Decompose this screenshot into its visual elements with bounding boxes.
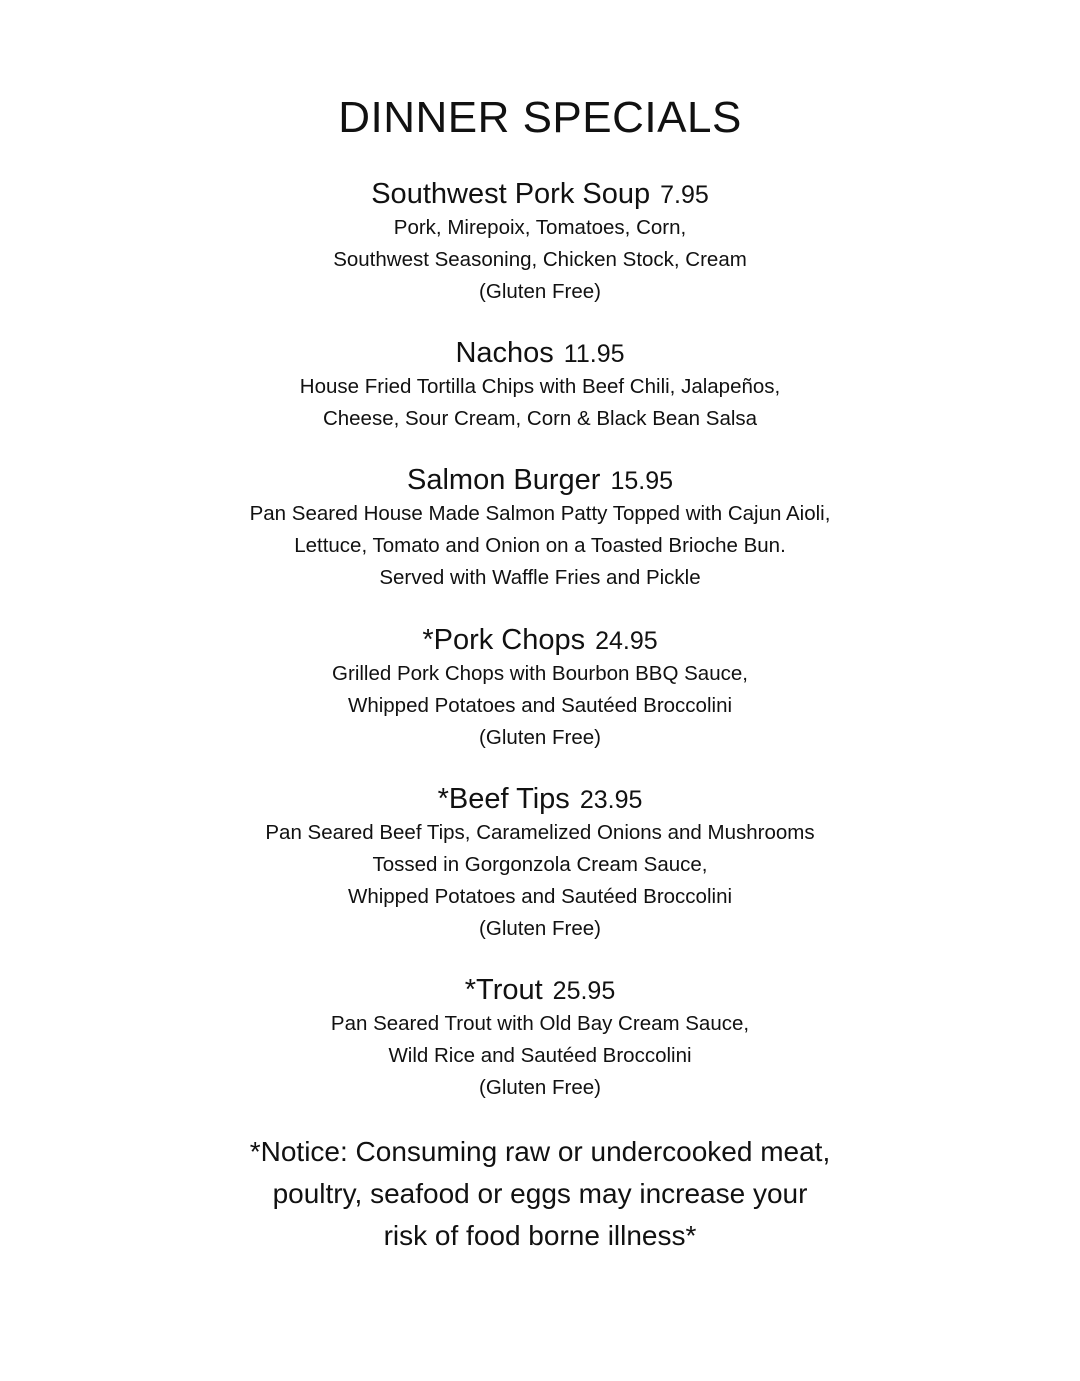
menu-item-description-line: Cheese, Sour Cream, Corn & Black Bean Salsa — [322, 407, 758, 430]
menu-item-price: 23.95 — [579, 786, 643, 814]
menu-item-name: Nachos — [455, 337, 554, 369]
menu-item-price: 15.95 — [610, 467, 673, 495]
menu-item-name: *Pork Chops — [422, 624, 586, 656]
menu-item-pork-chops — [0, 622, 1080, 754]
notice-line: *Notice: Consuming raw or undercooked meat, — [249, 1136, 831, 1167]
menu-item-description-line: Whipped Potatoes and Sautéed Broccolini — [347, 694, 733, 717]
menu-item-heading — [0, 176, 1080, 212]
menu-item-southwest-pork-soup — [0, 176, 1080, 308]
menu-item-description-line: Served with Waffle Fries and Pickle — [379, 566, 701, 589]
menu-item-description-line: Pan Seared Beef Tips, Caramelized Onions and Mushrooms — [265, 821, 815, 844]
menu-item-description-line: Pan Seared House Made Salmon Patty Topped with Cajun Aioli, — [249, 502, 831, 525]
food-safety-notice — [0, 1131, 1080, 1257]
menu-item-dietary-note: (Gluten Free) — [479, 1076, 601, 1099]
menu-item-description-line: Lettuce, Tomato and Onion on a Toasted Brioche Bun. — [294, 534, 786, 557]
menu-item-description-line: Southwest Seasoning, Chicken Stock, Cream — [333, 248, 747, 271]
menu-item-heading — [0, 335, 1080, 371]
menu-item-heading — [0, 462, 1080, 498]
menu-item-dietary-note: (Gluten Free) — [479, 917, 601, 940]
menu-item-description-line: Pork, Mirepoix, Tomatoes, Corn, — [393, 216, 687, 239]
menu-item-trout — [0, 972, 1080, 1104]
menu-item-price: 25.95 — [552, 977, 616, 1005]
menu-title: DINNER SPECIALS — [338, 93, 742, 142]
menu-item-heading — [0, 781, 1080, 817]
menu-item-heading — [0, 972, 1080, 1008]
menu-item-nachos — [0, 335, 1080, 435]
menu-item-name: Salmon Burger — [407, 464, 601, 496]
menu-item-description-line: House Fried Tortilla Chips with Beef Chili, Jalapeños, — [299, 375, 781, 398]
menu-item-dietary-note: (Gluten Free) — [479, 726, 601, 749]
menu-item-beef-tips — [0, 781, 1080, 945]
notice-line: poultry, seafood or eggs may increase your — [272, 1178, 808, 1209]
menu-item-description-line: Pan Seared Trout with Old Bay Cream Sauce, — [330, 1012, 750, 1035]
menu-item-price: 24.95 — [595, 627, 658, 655]
menu-item-price: 11.95 — [563, 340, 625, 368]
menu-item-dietary-note: (Gluten Free) — [479, 280, 601, 303]
menu-item-description-line: Whipped Potatoes and Sautéed Broccolini — [347, 885, 733, 908]
menu-item-name: Southwest Pork Soup — [371, 178, 651, 210]
menu-item-description-line: Tossed in Gorgonzola Cream Sauce, — [372, 853, 708, 876]
menu-item-description-line: Wild Rice and Sautéed Broccolini — [388, 1044, 692, 1067]
menu-item-name: *Beef Tips — [437, 783, 570, 815]
menu-item-salmon-burger — [0, 462, 1080, 594]
menu-item-price: 7.95 — [660, 181, 709, 209]
menu-item-name: *Trout — [464, 974, 543, 1006]
menu-item-heading — [0, 622, 1080, 658]
notice-line: risk of food borne illness* — [383, 1220, 697, 1251]
menu-item-description-line: Grilled Pork Chops with Bourbon BBQ Sauce, — [332, 662, 748, 685]
